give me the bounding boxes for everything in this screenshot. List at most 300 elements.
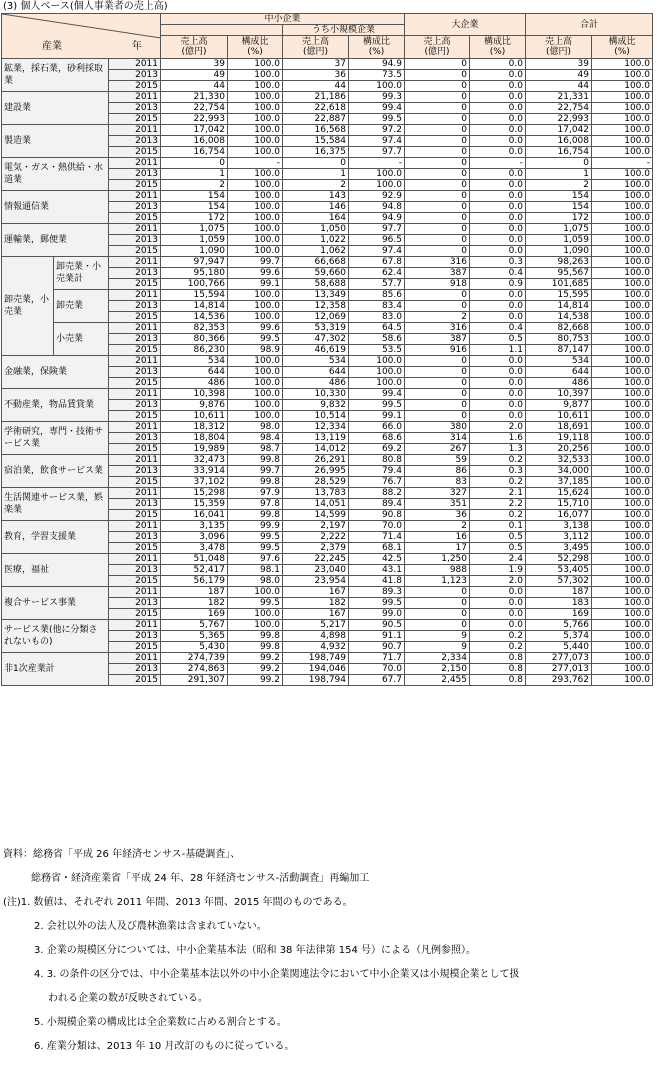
ratio-cell: 1.1	[470, 345, 526, 356]
ratio-cell: 100.0	[228, 301, 283, 312]
year-cell: 2011	[109, 224, 161, 235]
ratio-cell: 100.0	[592, 521, 653, 532]
sales-cell: 0	[405, 180, 470, 191]
sales-cell: 0	[405, 136, 470, 147]
sales-cell: 5,440	[526, 642, 592, 653]
ratio-cell: 2.2	[470, 499, 526, 510]
ratio-cell: 100.0	[592, 114, 653, 125]
ratio-cell: 100.0	[228, 367, 283, 378]
sales-cell: 15,594	[161, 290, 228, 301]
year-cell: 2013	[109, 598, 161, 609]
ratio-cell: 0.0	[470, 59, 526, 70]
sales-cell: 198,749	[283, 653, 349, 664]
ratio-cell: 0.0	[470, 81, 526, 92]
year-cell: 2011	[109, 587, 161, 598]
ratio-cell: 0.2	[470, 631, 526, 642]
ratio-cell: 100.0	[592, 444, 653, 455]
sales-cell: 644	[526, 367, 592, 378]
year-cell: 2013	[109, 631, 161, 642]
sub-industry-cell: 卸売業	[54, 290, 109, 323]
year-cell: 2011	[109, 521, 161, 532]
ratio-cell: 0.8	[470, 675, 526, 686]
sales-cell: 37	[283, 59, 349, 70]
sales-cell: 4,932	[283, 642, 349, 653]
ratio-cell: 99.5	[228, 598, 283, 609]
ratio-cell: 0.0	[470, 103, 526, 114]
ratio-cell: 100.0	[228, 290, 283, 301]
sales-cell: 2	[161, 180, 228, 191]
header-large: 大企業	[405, 14, 526, 36]
ratio-cell: 99.8	[228, 642, 283, 653]
ratio-cell: 97.2	[349, 125, 405, 136]
sales-cell: 0	[405, 213, 470, 224]
header-year: 年	[132, 41, 142, 52]
ratio-cell: 100.0	[592, 664, 653, 675]
year-cell: 2013	[109, 136, 161, 147]
sales-cell: 194,046	[283, 664, 349, 675]
sales-cell: 918	[405, 279, 470, 290]
ratio-cell: 100.0	[592, 433, 653, 444]
year-cell: 2011	[109, 158, 161, 169]
sales-cell: 0	[405, 246, 470, 257]
sales-cell: 0	[405, 224, 470, 235]
sales-cell: 154	[526, 202, 592, 213]
industry-cell: 不動産業，物品賃貸業	[2, 389, 109, 422]
ratio-cell: 100.0	[592, 499, 653, 510]
sales-cell: 1,062	[283, 246, 349, 257]
sales-cell: 4,898	[283, 631, 349, 642]
ratio-cell: 100.0	[592, 323, 653, 334]
sales-cell: 314	[405, 433, 470, 444]
ratio-cell: 100.0	[228, 620, 283, 631]
sales-cell: 13,119	[283, 433, 349, 444]
table-row	[2, 620, 653, 631]
header-ratio: 構成比 (%)	[592, 36, 653, 59]
year-cell: 2013	[109, 433, 161, 444]
year-cell: 2011	[109, 620, 161, 631]
sales-cell: 644	[161, 367, 228, 378]
sales-cell: 0	[405, 356, 470, 367]
ratio-cell: 100.0	[228, 246, 283, 257]
sales-cell: 2,197	[283, 521, 349, 532]
sales-cell: 9	[405, 631, 470, 642]
ratio-cell: 100.0	[228, 136, 283, 147]
sales-cell: 26,995	[283, 466, 349, 477]
ratio-cell: 100.0	[228, 235, 283, 246]
ratio-cell: 100.0	[228, 587, 283, 598]
sales-cell: 10,398	[161, 389, 228, 400]
sales-cell: 10,611	[161, 411, 228, 422]
ratio-cell: 100.0	[592, 136, 653, 147]
sales-cell: 52,417	[161, 565, 228, 576]
year-cell: 2011	[109, 191, 161, 202]
ratio-cell: 0.0	[470, 356, 526, 367]
sales-cell: 15,584	[283, 136, 349, 147]
sales-cell: 16,077	[526, 510, 592, 521]
sales-cell: 15,595	[526, 290, 592, 301]
table-row	[2, 191, 653, 202]
sales-cell: 1,123	[405, 576, 470, 587]
industry-cell: 学術研究，専門・技術サービス業	[2, 422, 109, 455]
ratio-cell: 88.2	[349, 488, 405, 499]
ratio-cell: 97.8	[228, 499, 283, 510]
table-row	[2, 257, 653, 268]
industry-cell: 金融業，保険業	[2, 356, 109, 389]
sales-cell: 534	[283, 356, 349, 367]
year-cell: 2011	[109, 290, 161, 301]
year-cell: 2015	[109, 279, 161, 290]
year-cell: 2015	[109, 246, 161, 257]
ratio-cell: 100.0	[228, 202, 283, 213]
ratio-cell: 100.0	[592, 103, 653, 114]
header-ratio: 構成比 (%)	[470, 36, 526, 59]
sales-cell: 12,069	[283, 312, 349, 323]
sales-cell: 66,668	[283, 257, 349, 268]
sales-cell: 2,222	[283, 532, 349, 543]
note-source-cont: 総務省・経済産業省「平成 24 年、28 年経済センサス-活動調査」再編加工	[31, 873, 370, 884]
sales-cell: 16,375	[283, 147, 349, 158]
sales-cell: 0	[405, 378, 470, 389]
year-cell: 2011	[109, 422, 161, 433]
ratio-cell: 98.0	[228, 422, 283, 433]
ratio-cell: 0.5	[470, 543, 526, 554]
sales-cell: 16	[405, 532, 470, 543]
year-cell: 2011	[109, 323, 161, 334]
sales-cell: 39	[526, 59, 592, 70]
sales-cell: 486	[283, 378, 349, 389]
sales-cell: 988	[405, 565, 470, 576]
sales-cell: 21,186	[283, 92, 349, 103]
ratio-cell: 0.0	[470, 290, 526, 301]
ratio-cell: 42.5	[349, 554, 405, 565]
table-row	[2, 389, 653, 400]
sales-cell: 0	[405, 389, 470, 400]
year-cell: 2015	[109, 378, 161, 389]
header-sme: 中小企業	[161, 14, 405, 25]
ratio-cell: 100.0	[228, 147, 283, 158]
sales-cell: 0	[405, 609, 470, 620]
ratio-cell: 100.0	[228, 400, 283, 411]
sales-cell: 291,307	[161, 675, 228, 686]
ratio-cell: 100.0	[228, 180, 283, 191]
ratio-cell: 99.8	[228, 477, 283, 488]
sales-cell: 18,691	[526, 422, 592, 433]
sales-cell: 13,783	[283, 488, 349, 499]
year-cell: 2015	[109, 312, 161, 323]
note-3: 3. 企業の規模区分については、中小企業基本法（昭和 38 年法律第 154 号）による（凡例参照）。	[34, 945, 477, 956]
sales-cell: 3,478	[161, 543, 228, 554]
sales-cell: 22,245	[283, 554, 349, 565]
ratio-cell: 0.0	[470, 301, 526, 312]
sales-cell: 49	[161, 70, 228, 81]
ratio-cell: 85.6	[349, 290, 405, 301]
ratio-cell: 100.0	[592, 257, 653, 268]
ratio-cell: 62.4	[349, 268, 405, 279]
sales-cell: 1,075	[161, 224, 228, 235]
sales-cell: 916	[405, 345, 470, 356]
sales-cell: 80,753	[526, 334, 592, 345]
sales-cell: 0	[405, 114, 470, 125]
ratio-cell: 73.5	[349, 70, 405, 81]
ratio-cell: 100.0	[592, 455, 653, 466]
ratio-cell: 100.0	[592, 488, 653, 499]
sales-cell: 267	[405, 444, 470, 455]
ratio-cell: 100.0	[592, 169, 653, 180]
table-row	[2, 125, 653, 136]
ratio-cell: 69.2	[349, 444, 405, 455]
sales-cell: 22,993	[161, 114, 228, 125]
ratio-cell: 0.5	[470, 334, 526, 345]
year-cell: 2013	[109, 400, 161, 411]
ratio-cell: 100.0	[592, 389, 653, 400]
ratio-cell: 0.0	[470, 180, 526, 191]
ratio-cell: 100.0	[592, 213, 653, 224]
ratio-cell: 1.3	[470, 444, 526, 455]
year-cell: 2015	[109, 543, 161, 554]
sales-cell: 154	[526, 191, 592, 202]
ratio-cell: 43.1	[349, 565, 405, 576]
year-cell: 2011	[109, 92, 161, 103]
sales-cell: 2,379	[283, 543, 349, 554]
ratio-cell: 100.0	[592, 642, 653, 653]
sales-cell: 5,767	[161, 620, 228, 631]
ratio-cell: 100.0	[592, 202, 653, 213]
sales-cell: 22,754	[161, 103, 228, 114]
sales-cell: 14,814	[526, 301, 592, 312]
ratio-cell: 100.0	[592, 301, 653, 312]
header-ratio: 構成比 (%)	[349, 36, 405, 59]
ratio-cell: 0.8	[470, 653, 526, 664]
sales-cell: 52,298	[526, 554, 592, 565]
ratio-cell: 100.0	[592, 345, 653, 356]
sales-cell: 32,473	[161, 455, 228, 466]
sales-cell: 2	[526, 180, 592, 191]
year-cell: 2015	[109, 213, 161, 224]
sales-cell: 21,330	[161, 92, 228, 103]
ratio-cell: 99.6	[228, 323, 283, 334]
year-cell: 2013	[109, 70, 161, 81]
ratio-cell: 0.5	[470, 532, 526, 543]
ratio-cell: 100.0	[592, 279, 653, 290]
sales-cell: 0	[405, 202, 470, 213]
ratio-cell: 100.0	[349, 378, 405, 389]
sales-cell: 33,914	[161, 466, 228, 477]
ratio-cell: 0.0	[470, 169, 526, 180]
sales-cell: 327	[405, 488, 470, 499]
ratio-cell: 100.0	[349, 356, 405, 367]
sales-cell: 37,102	[161, 477, 228, 488]
ratio-cell: 0.4	[470, 268, 526, 279]
ratio-cell: 90.7	[349, 642, 405, 653]
sales-cell: 293,762	[526, 675, 592, 686]
ratio-cell: 100.0	[592, 378, 653, 389]
sales-cell: 100,766	[161, 279, 228, 290]
header-sales: 売上高 (億円)	[161, 36, 228, 59]
sales-cell: 57,302	[526, 576, 592, 587]
sales-cell: 1,050	[283, 224, 349, 235]
ratio-cell: 98.1	[228, 565, 283, 576]
ratio-cell: 70.0	[349, 521, 405, 532]
table-row	[2, 158, 653, 169]
sales-cell: 53,405	[526, 565, 592, 576]
year-cell: 2015	[109, 411, 161, 422]
sales-cell: 18,312	[161, 422, 228, 433]
sales-cell: 644	[283, 367, 349, 378]
sales-cell: 167	[283, 587, 349, 598]
sales-cell: 316	[405, 257, 470, 268]
ratio-cell: 100.0	[592, 70, 653, 81]
industry-cell: 製造業	[2, 125, 109, 158]
table-row	[2, 224, 653, 235]
ratio-cell: 96.5	[349, 235, 405, 246]
year-cell: 2015	[109, 510, 161, 521]
sales-cell: 28,529	[283, 477, 349, 488]
ratio-cell: 100.0	[349, 169, 405, 180]
sales-cell: 0	[405, 59, 470, 70]
ratio-cell: 100.0	[592, 510, 653, 521]
industry-cell: 建設業	[2, 92, 109, 125]
sales-cell: 86,230	[161, 345, 228, 356]
ratio-cell: 100.0	[592, 356, 653, 367]
sales-cell: 21,331	[526, 92, 592, 103]
sales-cell: 34,000	[526, 466, 592, 477]
ratio-cell: 0.0	[470, 114, 526, 125]
ratio-cell: 0.2	[470, 642, 526, 653]
ratio-cell: 99.5	[228, 334, 283, 345]
ratio-cell: 100.0	[228, 59, 283, 70]
sales-cell: 143	[283, 191, 349, 202]
ratio-cell: -	[228, 158, 283, 169]
ratio-cell: 100.0	[592, 598, 653, 609]
sales-cell: 1,059	[161, 235, 228, 246]
sales-cell: 3,135	[161, 521, 228, 532]
ratio-cell: 0.0	[470, 378, 526, 389]
ratio-cell: 100.0	[349, 81, 405, 92]
year-cell: 2013	[109, 565, 161, 576]
sales-cell: 82,353	[161, 323, 228, 334]
sales-cell: 80,366	[161, 334, 228, 345]
ratio-cell: 94.9	[349, 213, 405, 224]
industry-cell: 電気・ガス・熱供給・水道業	[2, 158, 109, 191]
ratio-cell: 98.9	[228, 345, 283, 356]
ratio-cell: 100.0	[228, 103, 283, 114]
sales-cell: 10,330	[283, 389, 349, 400]
table-row	[2, 455, 653, 466]
ratio-cell: 100.0	[592, 422, 653, 433]
sales-cell: 16,008	[161, 136, 228, 147]
ratio-cell: 68.1	[349, 543, 405, 554]
year-cell: 2013	[109, 202, 161, 213]
ratio-cell: 0.0	[470, 202, 526, 213]
ratio-cell: 100.0	[592, 620, 653, 631]
year-cell: 2013	[109, 664, 161, 675]
sales-cell: 36	[405, 510, 470, 521]
ratio-cell: 0.0	[470, 598, 526, 609]
sales-cell: 534	[526, 356, 592, 367]
sales-cell: 486	[526, 378, 592, 389]
ratio-cell: 100.0	[592, 180, 653, 191]
sales-cell: 0	[405, 620, 470, 631]
sales-cell: 2,150	[405, 664, 470, 675]
year-cell: 2011	[109, 653, 161, 664]
sales-cell: 22,887	[283, 114, 349, 125]
sales-cell: 1,075	[526, 224, 592, 235]
industry-cell: 医療，福祉	[2, 554, 109, 587]
sales-cell: 97,947	[161, 257, 228, 268]
year-cell: 2015	[109, 609, 161, 620]
ratio-cell: 0.3	[470, 466, 526, 477]
ratio-cell: 83.4	[349, 301, 405, 312]
ratio-cell: 41.8	[349, 576, 405, 587]
sales-cell: 9	[405, 642, 470, 653]
ratio-cell: 100.0	[592, 543, 653, 554]
ratio-cell: 99.8	[228, 510, 283, 521]
year-cell: 2011	[109, 488, 161, 499]
sales-cell: 9,832	[283, 400, 349, 411]
ratio-cell: 99.1	[228, 279, 283, 290]
year-cell: 2015	[109, 444, 161, 455]
sales-cell: 1,090	[526, 246, 592, 257]
industry-cell: 生活関連サービス業，娯楽業	[2, 488, 109, 521]
sales-cell: 95,180	[161, 268, 228, 279]
ratio-cell: 100.0	[592, 587, 653, 598]
sales-cell: 9,877	[526, 400, 592, 411]
year-cell: 2013	[109, 466, 161, 477]
sales-cell: 14,599	[283, 510, 349, 521]
ratio-cell: 100.0	[592, 653, 653, 664]
sales-cell: 182	[283, 598, 349, 609]
sales-cell: 1,022	[283, 235, 349, 246]
ratio-cell: 100.0	[592, 191, 653, 202]
ratio-cell: 99.4	[349, 103, 405, 114]
sales-cell: 486	[161, 378, 228, 389]
sales-cell: 44	[161, 81, 228, 92]
ratio-cell: 67.7	[349, 675, 405, 686]
industry-cell: 運輸業，郵便業	[2, 224, 109, 257]
sales-cell: 0	[283, 158, 349, 169]
sales-cell: 37,185	[526, 477, 592, 488]
ratio-cell: 97.9	[228, 488, 283, 499]
year-cell: 2013	[109, 169, 161, 180]
sales-cell: 95,567	[526, 268, 592, 279]
sales-cell: 277,073	[526, 653, 592, 664]
sales-cell: 19,118	[526, 433, 592, 444]
sales-cell: 146	[283, 202, 349, 213]
sales-cell: 2,334	[405, 653, 470, 664]
sales-cell: 16,041	[161, 510, 228, 521]
ratio-cell: 100.0	[228, 389, 283, 400]
ratio-cell: 100.0	[592, 609, 653, 620]
sales-cell: 1,250	[405, 554, 470, 565]
ratio-cell: 97.7	[349, 147, 405, 158]
ratio-cell: 0.0	[470, 125, 526, 136]
ratio-cell: 98.7	[228, 444, 283, 455]
sales-cell: 26,291	[283, 455, 349, 466]
table-row	[2, 92, 653, 103]
sales-cell: 274,863	[161, 664, 228, 675]
sales-cell: 59,660	[283, 268, 349, 279]
year-cell: 2015	[109, 81, 161, 92]
sales-cell: 15,710	[526, 499, 592, 510]
sales-cell: 59	[405, 455, 470, 466]
year-cell: 2013	[109, 268, 161, 279]
ratio-cell: 100.0	[592, 92, 653, 103]
ratio-cell: 99.2	[228, 653, 283, 664]
ratio-cell: 1.9	[470, 565, 526, 576]
sales-cell: 1,059	[526, 235, 592, 246]
ratio-cell: 99.3	[349, 92, 405, 103]
sales-cell: 0	[405, 125, 470, 136]
